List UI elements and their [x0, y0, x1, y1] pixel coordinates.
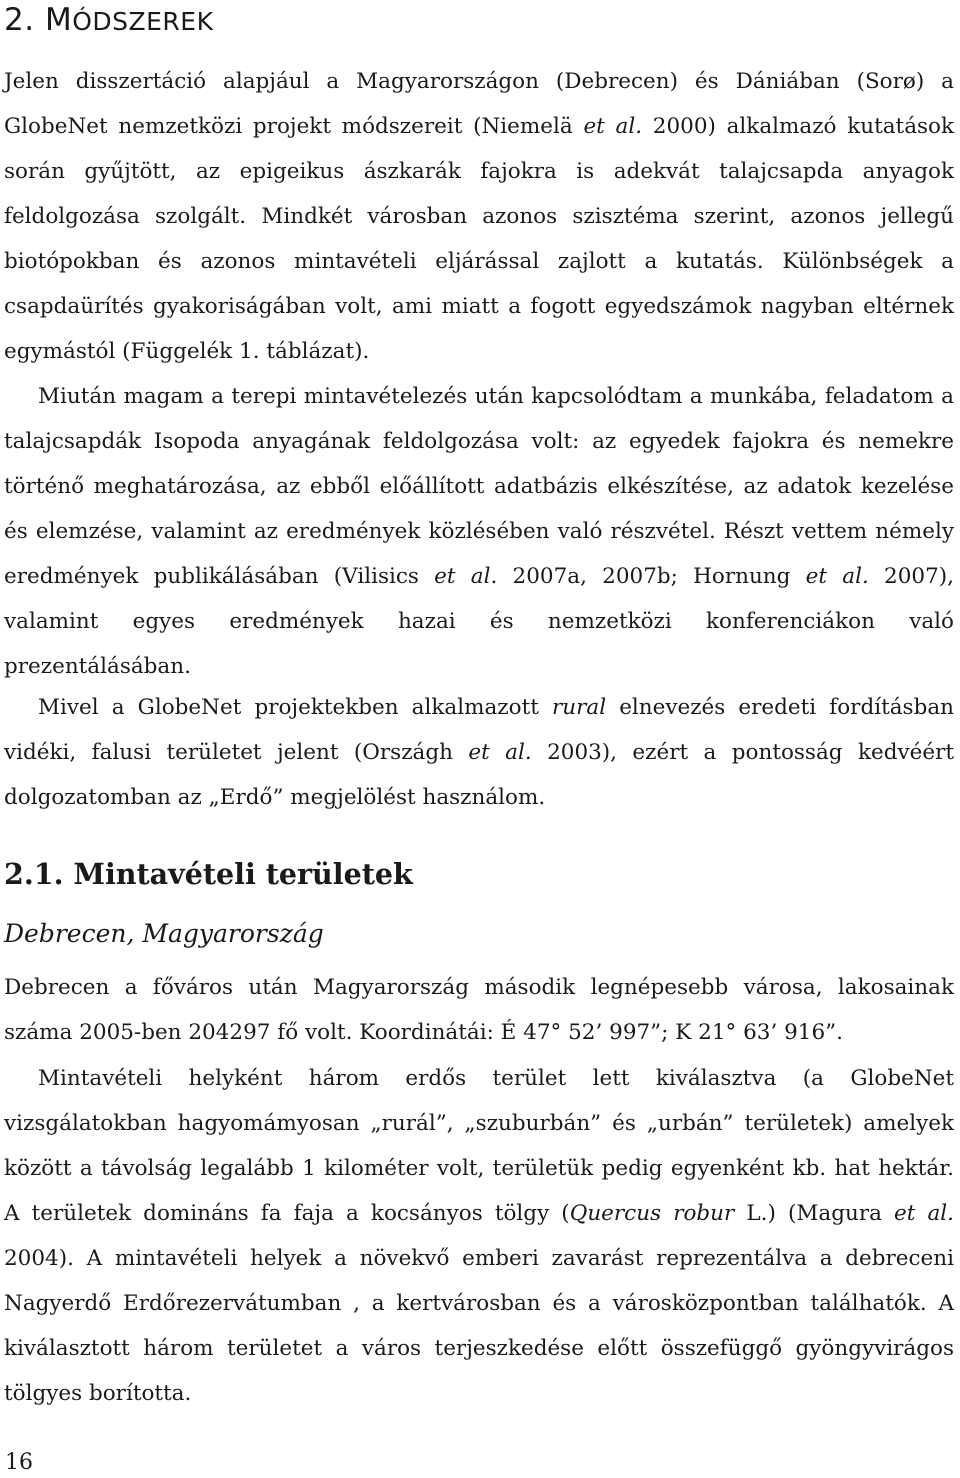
- italic-run: et al.: [468, 740, 532, 765]
- section-heading: 2.1. Mintavételi területek: [4, 857, 413, 891]
- paragraph-introduction: [4, 59, 954, 374]
- italic-run: rural: [551, 695, 607, 720]
- text-run: L.) (Magura: [734, 1201, 895, 1226]
- paragraph-own-contribution: [4, 374, 954, 689]
- text-run: Jelen disszertáció alapjául a Magyarországon (Debrecen) és Dániában (Sorø) a GlobeNet nemzetközi projekt módszereit (Niemelä: [4, 69, 954, 139]
- subsection-heading: Debrecen, Magyarország: [4, 919, 324, 948]
- text-run: 2003), ezért a pontosság kedvéért dolgozatomban az „Erdő” megjelölést használom.: [4, 740, 954, 810]
- chapter-title-rest: ÓDSZEREK: [72, 7, 214, 36]
- text-run: Mintavételi helyként három erdős terület lett kiválasztva (a GlobeNet vizsgálatokban hagyomámyosan „rurál”, „szuburbán” és „urbán” területek) amelyek között a távolság legalább 1 kilométer volt, területük pedig egyenként kb. hat hektár. A területek domináns fa faja a kocsányos tölgy (: [4, 1066, 954, 1226]
- chapter-title-initial: M: [44, 2, 73, 38]
- italic-run: et al.: [805, 564, 869, 589]
- italic-run: Quercus robur: [569, 1201, 735, 1226]
- paragraph-sampling-sites: [4, 1056, 954, 1416]
- italic-run: et al.: [434, 564, 498, 589]
- text-run: Debrecen a főváros után Magyarország második legnépesebb városa, lakosainak száma 2005-ben 204297 fő volt. Koordinátái: É 47° 52’ 997”; K 21° 63’ 916”.: [4, 975, 954, 1045]
- text-run: Miután magam a terepi mintavételezés után kapcsolódtam a munkába, feladatom a talajcsapdák Isopoda anyagának feldolgozása volt: az egyedek fajokra és nemekre történő meghatározása, az ebből előállított adatbázis elkészítése, az adatok kezelése és elemzése, valamint az eredmények közlésében való részvétel. Részt vettem némely eredmények publikálásában (Vilisics: [4, 384, 954, 589]
- italic-run: et al.: [894, 1201, 954, 1226]
- paragraph-debrecen-info: [4, 965, 954, 1055]
- italic-run: et al.: [583, 114, 643, 139]
- text-run: 2007), valamint egyes eredmények hazai és nemzetközi konferenciákon való prezentálásában.: [4, 564, 954, 679]
- text-run: 2007a, 2007b; Hornung: [497, 564, 806, 589]
- chapter-heading: [4, 2, 213, 40]
- page-number: 16: [5, 1450, 33, 1475]
- text-run: elnevezés eredeti fordításban vidéki, falusi területet jelent (Országh: [4, 695, 954, 765]
- text-run: Mivel a GlobeNet projektekben alkalmazott: [38, 695, 552, 720]
- chapter-number: 2.: [4, 2, 35, 38]
- paragraph-terminology: [4, 685, 954, 820]
- text-run: 2000) alkalmazó kutatások során gyűjtött, az epigeikus ászkarák fajokra is adekvát talajcsapda anyagok feldolgozása szolgált. Mindkét városban azonos szisztéma szerint, azonos jellegű biotópokban és azonos mintavételi eljárással zajlott a kutatás. Különbségek a csapdaürítés gyakoriságában volt, ami miatt a fogott egyedszámok nagyban eltérnek egymástól (Függelék 1. táblázat).: [4, 114, 955, 364]
- text-run: 2004). A mintavételi helyek a növekvő emberi zavarást reprezentálva a debreceni Nagyerdő Erdőrezervátumban , a kertvárosban és a városközpontban találhatók. A kiválasztott három területet a város terjeszkedése előtt összefüggő gyöngyvirágos tölgyes borította.: [4, 1246, 954, 1406]
